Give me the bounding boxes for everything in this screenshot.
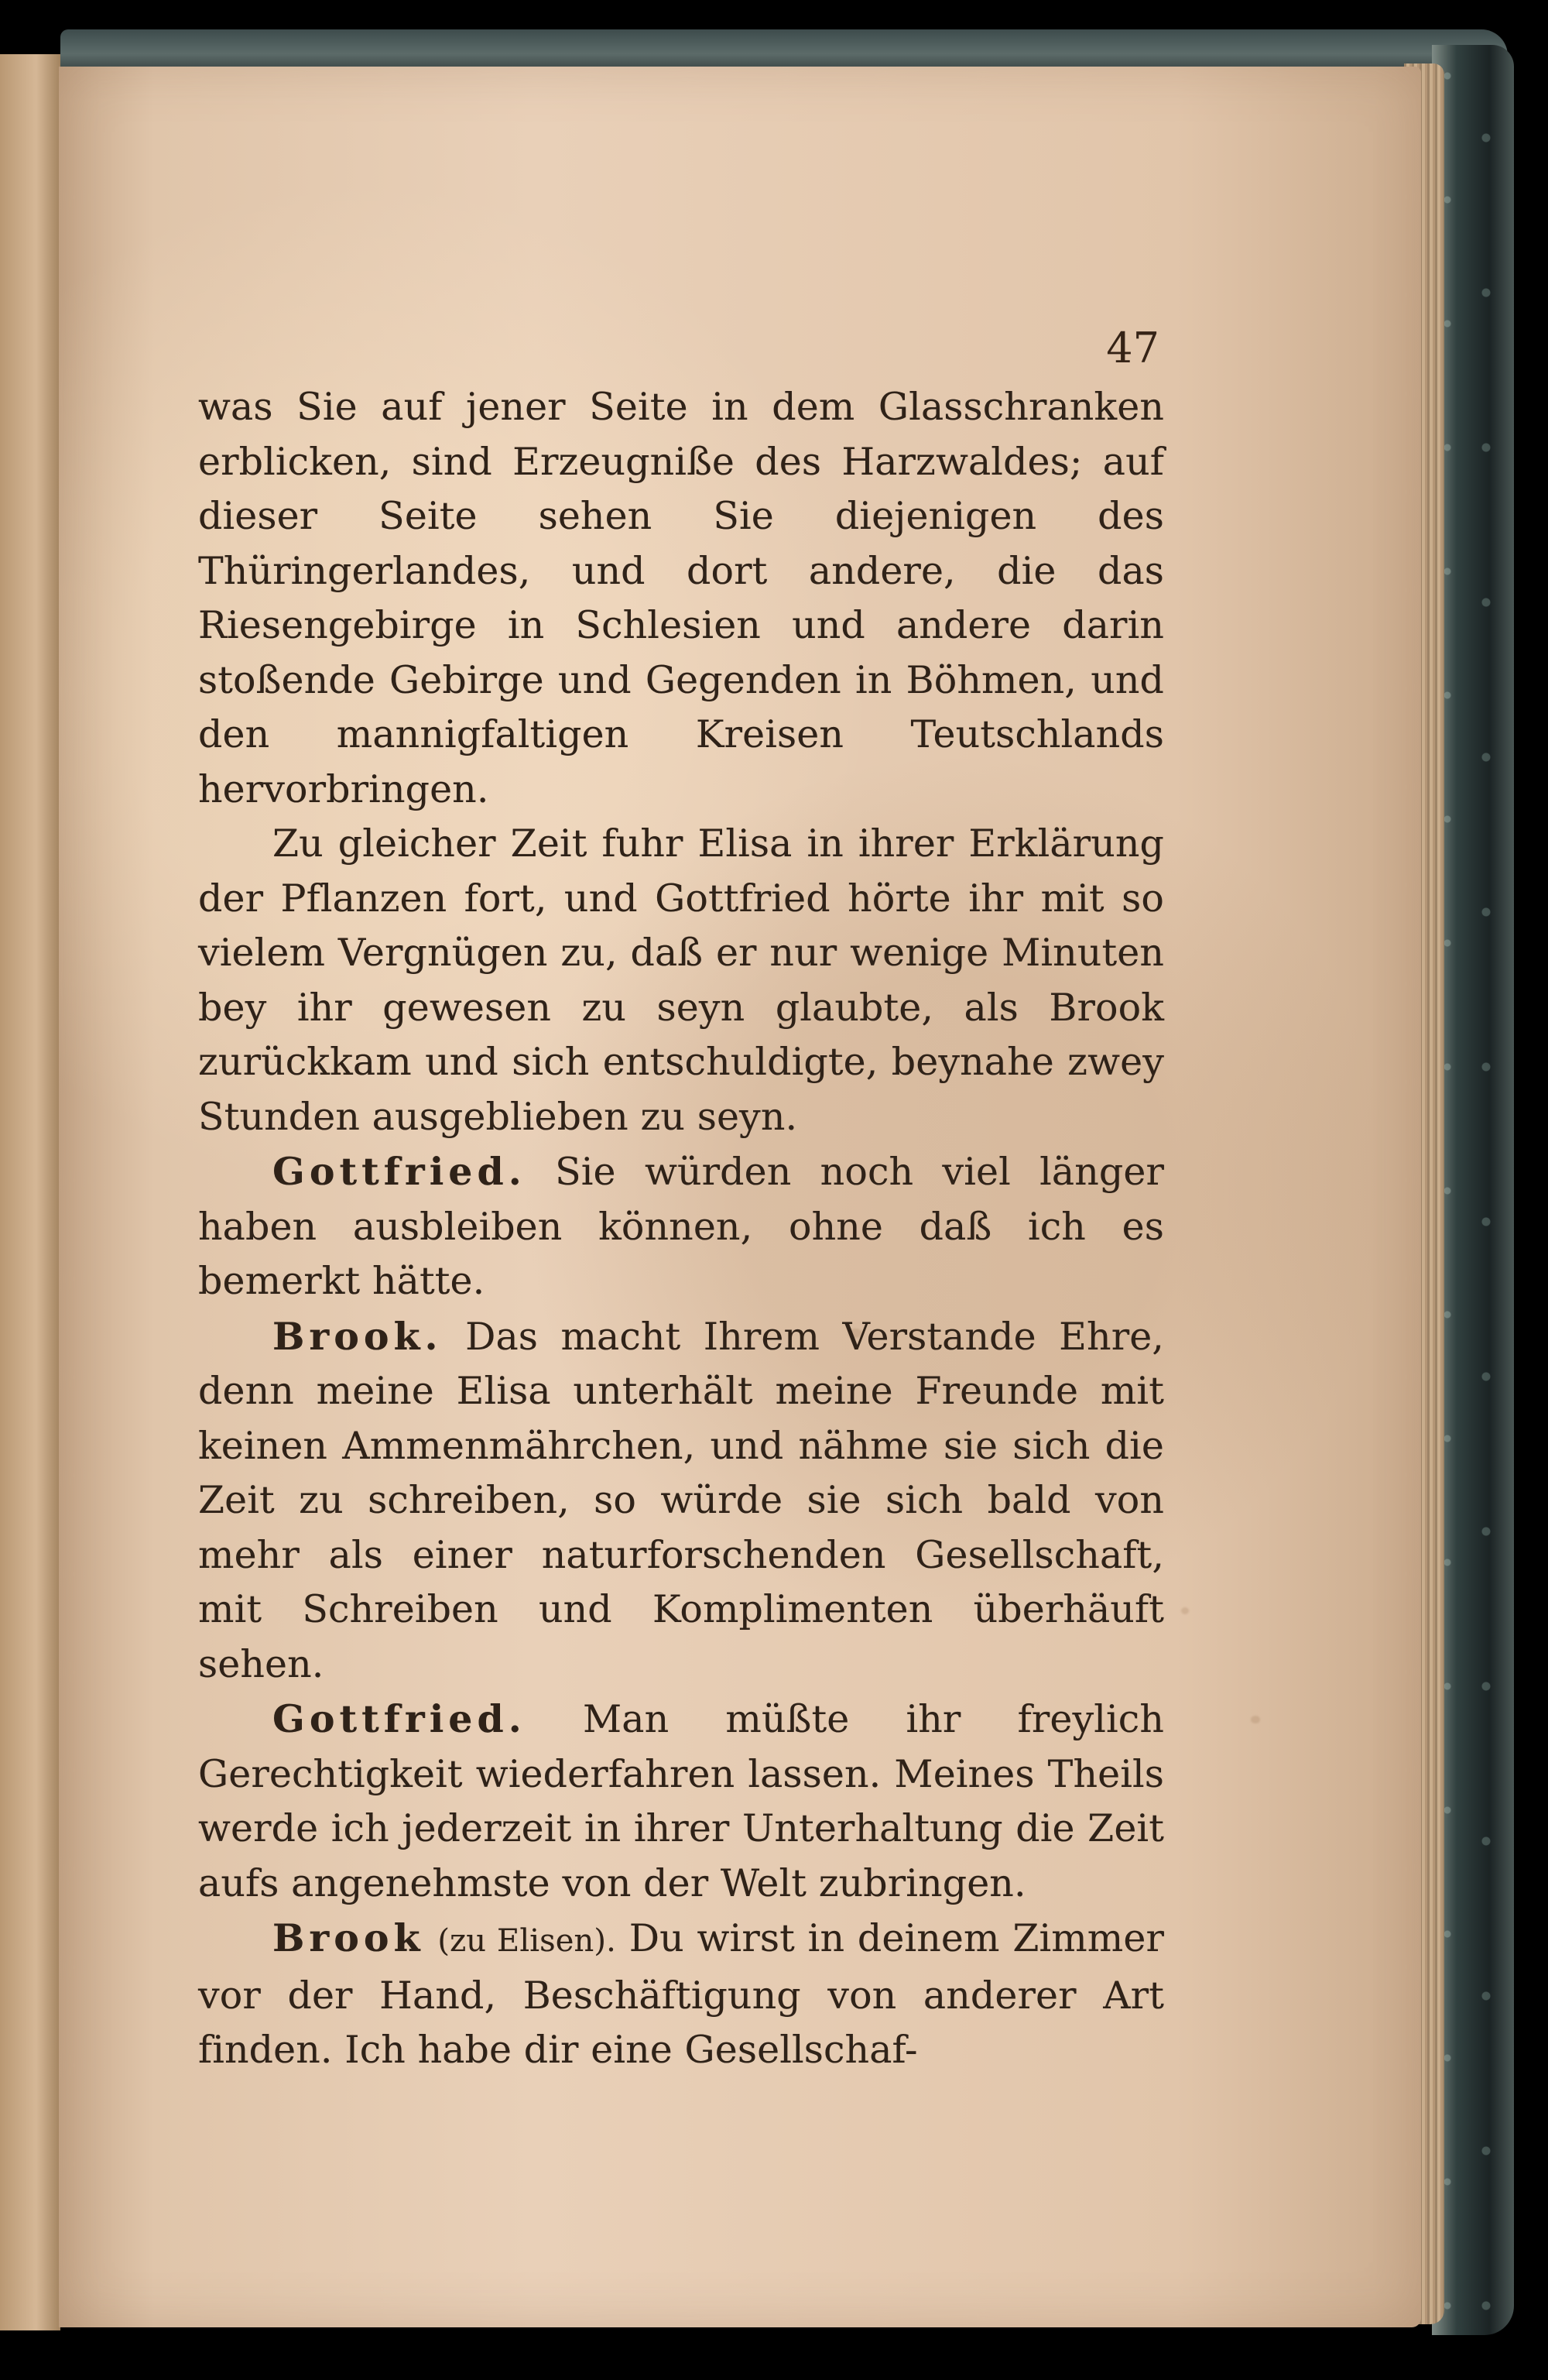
dialogue-text: Sie würden noch viel länger haben ausbleiben können, ohne daß ich es bemerkt hätte. [198,1150,1164,1303]
speaker-gottfried: Gottfried. [272,1696,526,1741]
brook-speech-one [198,1309,1164,1692]
paper-stain [1251,1716,1260,1723]
speaker-brook: Brook. [272,1313,443,1359]
dialogue-text: Das macht Ihrem Verstande Ehre, denn meine Elisa unterhält meine Freunde mit keinen Ammenmährchen, und nähme sie sich die Zeit zu schreiben, so würde sie sich bald von mehr als einer naturforschenden Gesellschaft, mit Schreiben und Komplimenten überhäuft sehen. [198,1314,1164,1686]
stage-direction: (zu Elisen). [437,1923,616,1959]
opening-paragraph: was Sie auf jener Seite in dem Glasschranken erblicken, sind Erzeugniße des Harzwaldes; auf dieser Seite sehen Sie diejenigen des Thüringerlandes, und dort andere, die das Riesengebirge in Schlesien und andere darin stoßende Gebirge und Gegenden in Böhmen, und den mannigfaltigen Kreisen Teutschlands hervorbringen. [198,385,1164,811]
left-page-edge [0,54,60,2330]
dialogue-text: Du wirst in deinem Zimmer vor der Hand, Beschäftigung von anderer Art finden. Ich habe dir eine Gesellschaf- [198,1916,1164,2072]
gottfried-speech-one [198,1144,1164,1309]
paper-stain [1181,1607,1189,1614]
book-page [59,67,1421,2327]
speaker-gottfried: Gottfried. [272,1149,526,1194]
speaker-brook: Brook [272,1915,425,1960]
book-text [198,380,1164,2078]
dialogue-text: Man müßte ihr freylich Gerechtigkeit wiederfahren lassen. Meines Theils werde ich jederzeit in ihrer Unterhaltung die Zeit aufs angenehmste von der Welt zubringen. [198,1697,1164,1905]
gottfried-speech-two [198,1692,1164,1911]
brook-speech-two [198,1911,1164,2078]
narration-paragraph: Zu gleicher Zeit fuhr Elisa in ihrer Erklärung der Pflanzen fort, und Gottfried hörte ihr mit so vielem Vergnügen zu, daß er nur wenige Minuten bey ihr gewesen zu seyn glaubte, als Brook zurückkam und sich entschuldigte, beynahe zwey Stunden ausgeblieben zu seyn. [198,821,1164,1139]
page-number: 47 [1106,324,1159,372]
